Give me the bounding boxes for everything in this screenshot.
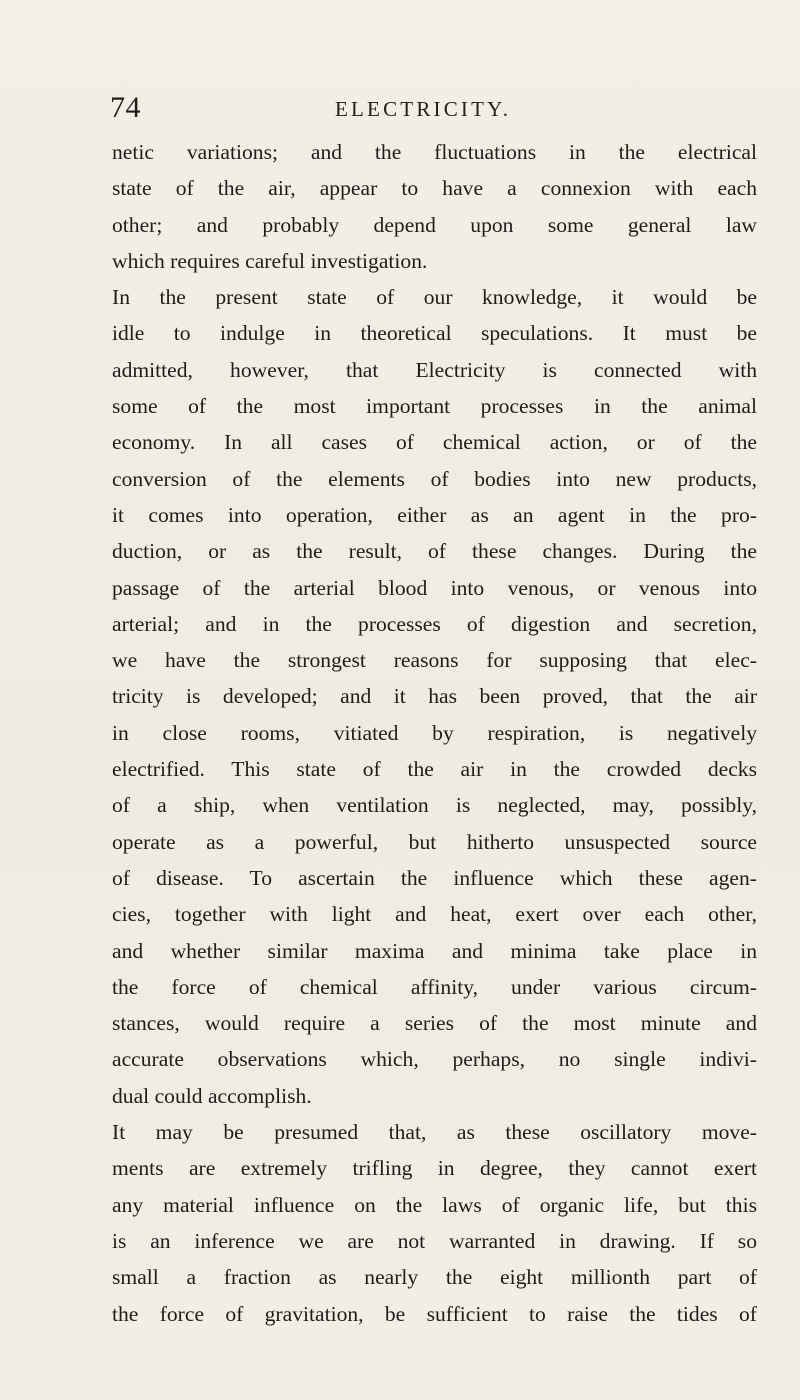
text-line: economy. In all cases of chemical action, or of the: [112, 430, 757, 455]
text-line: the force of gravitation, be sufficient to raise the tides of: [112, 1301, 757, 1326]
text-line: operate as a powerful, but hitherto unsuspected source: [112, 829, 757, 854]
text-line: stances, would require a series of the most minute and: [112, 1011, 757, 1036]
text-line: the force of chemical affinity, under various circum-: [112, 974, 757, 999]
text-line: is an inference we are not warranted in drawing. If so: [112, 1228, 757, 1253]
text-line: electrified. This state of the air in the crowded decks: [112, 757, 757, 782]
text-line: netic variations; and the fluctuations in the electrical: [112, 140, 757, 164]
text-line: in close rooms, vitiated by respiration, is negatively: [112, 720, 757, 745]
text-line: we have the strongest reasons for supposing that elec-: [112, 648, 757, 673]
text-line: small a fraction as nearly the eight millionth part of: [112, 1265, 757, 1290]
running-head: ELECTRICITY.: [335, 97, 512, 121]
text-line: and whether similar maxima and minima take place in: [112, 938, 757, 963]
text-line: any material influence on the laws of organic life, but this: [112, 1192, 757, 1217]
text-line: passage of the arterial blood into venous, or venous into: [112, 575, 757, 600]
text-line: which requires careful investigation.: [112, 248, 428, 273]
text-line: It may be presumed that, as these oscillatory move-: [112, 1120, 757, 1145]
text-line: arterial; and in the processes of digestion and secretion,: [112, 611, 757, 636]
text-line: it comes into operation, either as an agent in the pro-: [112, 502, 757, 527]
body-text: [112, 134, 757, 1332]
text-line: idle to indulge in theoretical speculations. It must be: [112, 321, 757, 346]
text-line: tricity is developed; and it has been proved, that the air: [112, 684, 757, 709]
text-line: conversion of the elements of bodies into new products,: [112, 466, 757, 491]
text-line: dual could accomplish.: [112, 1083, 312, 1108]
text-line: of a ship, when ventilation is neglected, may, possibly,: [112, 793, 757, 818]
text-line: accurate observations which, perhaps, no single indivi-: [112, 1047, 757, 1072]
text-line: cies, together with light and heat, exert over each other,: [112, 902, 757, 927]
text-line: admitted, however, that Electricity is connected with: [112, 357, 757, 382]
page-number: 74: [110, 91, 141, 124]
text-line: some of the most important processes in the animal: [112, 394, 757, 419]
text-line: other; and probably depend upon some general law: [112, 212, 757, 237]
text-line: duction, or as the result, of these changes. During the: [112, 539, 757, 564]
text-line: of disease. To ascertain the influence which these agen-: [112, 865, 757, 890]
page-header: [110, 90, 760, 130]
text-line: ments are extremely trifling in degree, they cannot exert: [112, 1156, 757, 1181]
text-line: In the present state of our knowledge, it would be: [112, 285, 757, 310]
text-line: state of the air, appear to have a connexion with each: [112, 176, 757, 201]
